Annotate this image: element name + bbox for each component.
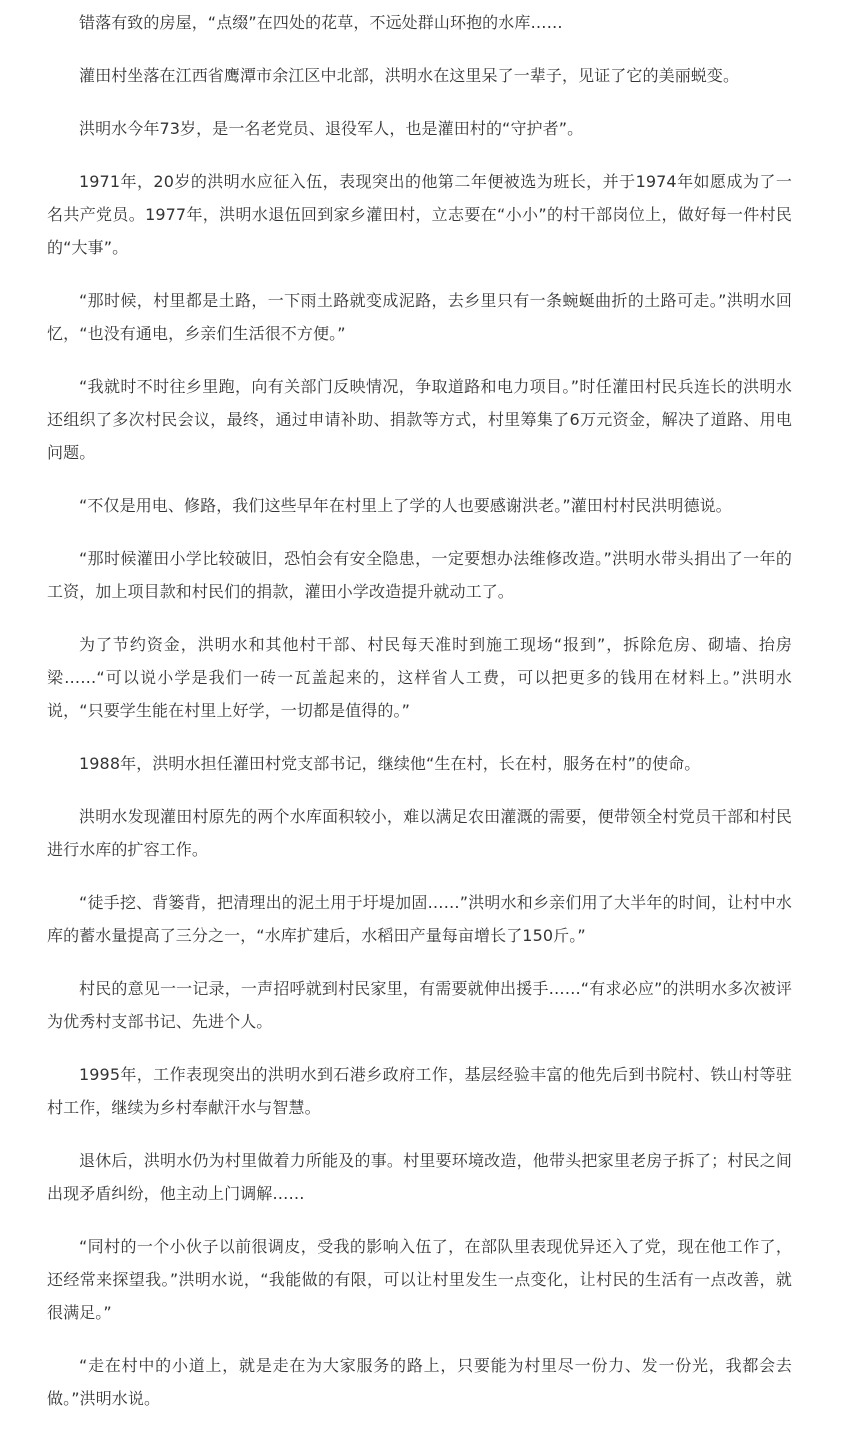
article-paragraph: 村民的意见一一记录，一声招呼就到村民家里，有需要就伸出援手……“有求必应”的洪明水多次被评为优秀村支部书记、先进个人。	[47, 979, 792, 1031]
article-paragraph: 错落有致的房屋，“点缀”在四处的花草，不远处群山环抱的水库……	[79, 13, 563, 32]
article-paragraph: “走在村中的小道上，就是走在为大家服务的路上，只要能为村里尽一份力、发一份光，我都会去做。”洪明水说。	[47, 1356, 792, 1408]
article-paragraph: 为了节约资金，洪明水和其他村干部、村民每天准时到施工现场“报到”，拆除危房、砌墙、抬房梁……“可以说小学是我们一砖一瓦盖起来的，这样省人工费，可以把更多的钱用在材料上。”洪明水说，“只要学生能在村里上好学，一切都是值得的。”	[47, 635, 792, 720]
article-paragraph: 退休后，洪明水仍为村里做着力所能及的事。村里要环境改造，他带头把家里老房子拆了；村民之间出现矛盾纠纷，他主动上门调解……	[47, 1151, 792, 1203]
article-paragraph: 洪明水发现灌田村原先的两个水库面积较小，难以满足农田灌溉的需要，便带领全村党员干部和村民进行水库的扩容工作。	[47, 807, 792, 859]
article-paragraph: 1995年，工作表现突出的洪明水到石港乡政府工作，基层经验丰富的他先后到书院村、铁山村等驻村工作，继续为乡村奉献汗水与智慧。	[47, 1065, 792, 1117]
article-paragraph: 洪明水今年73岁，是一名老党员、退役军人，也是灌田村的“守护者”。	[79, 119, 584, 138]
article-paragraph: 灌田村坐落在江西省鹰潭市余江区中北部，洪明水在这里呆了一辈子，见证了它的美丽蜕变。	[79, 66, 740, 85]
article-paragraph: 1988年，洪明水担任灌田村党支部书记，继续他“生在村，长在村，服务在村”的使命。	[79, 754, 701, 773]
article-paragraph: “那时候灌田小学比较破旧，恐怕会有安全隐患，一定要想办法维修改造。”洪明水带头捐出了一年的工资，加上项目款和村民们的捐款，灌田小学改造提升就动工了。	[47, 549, 792, 601]
article-paragraph: “徒手挖、背篓背，把清理出的泥土用于圩堤加固……”洪明水和乡亲们用了大半年的时间，让村中水库的蓄水量提高了三分之一，“水库扩建后，水稻田产量每亩增长了150斤。”	[47, 893, 792, 945]
article-paragraph: “那时候，村里都是土路，一下雨土路就变成泥路，去乡里只有一条蜿蜒曲折的土路可走。”洪明水回忆，“也没有通电，乡亲们生活很不方便。”	[47, 291, 792, 343]
article-paragraph: “同村的一个小伙子以前很调皮，受我的影响入伍了，在部队里表现优异还入了党，现在他工作了，还经常来探望我。”洪明水说，“我能做的有限，可以让村里发生一点变化，让村民的生活有一点改善，就很满足。”	[47, 1237, 792, 1322]
article-paragraph: “我就时不时往乡里跑，向有关部门反映情况，争取道路和电力项目。”时任灌田村民兵连长的洪明水还组织了多次村民会议，最终，通过申请补助、捐款等方式，村里筹集了6万元资金，解决了道路、用电问题。	[47, 377, 792, 462]
article-paragraph: “不仅是用电、修路，我们这些早年在村里上了学的人也要感谢洪老。”灌田村村民洪明德说。	[79, 496, 732, 515]
article-paragraph: 1971年，20岁的洪明水应征入伍，表现突出的他第二年便被选为班长，并于1974年如愿成为了一名共产党员。1977年，洪明水退伍回到家乡灌田村，立志要在“小小”的村干部岗位上，做好每一件村民的“大事”。	[47, 172, 792, 257]
